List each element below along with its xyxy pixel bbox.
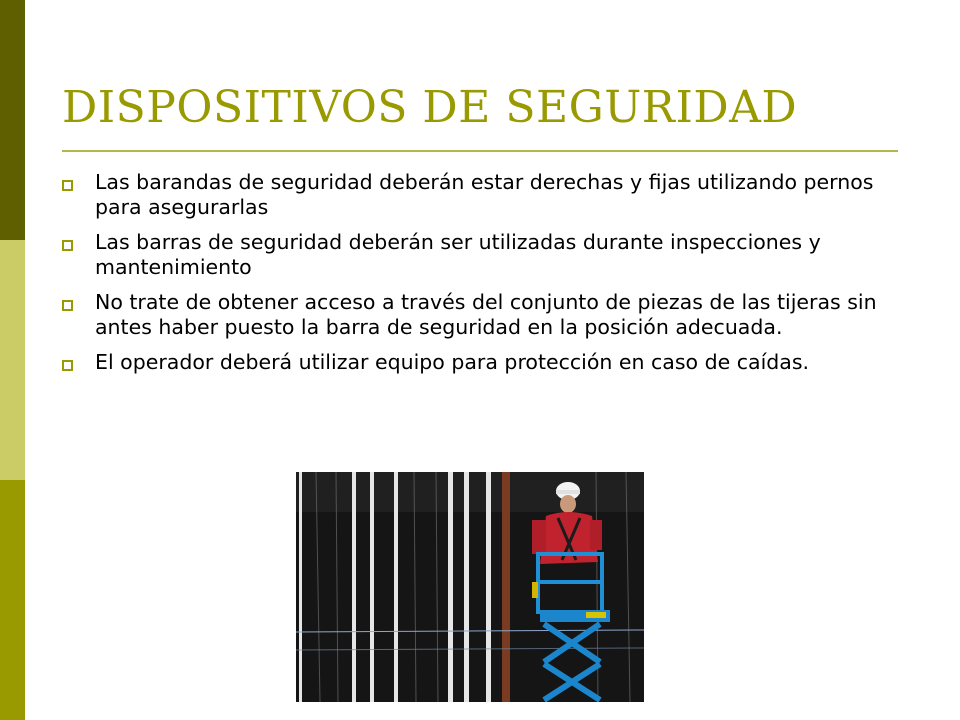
left-accent-bar — [0, 0, 25, 720]
bullet-item — [62, 170, 902, 220]
scissor-lift-illustration — [296, 472, 644, 702]
bullet-text: No trate de obtener acceso a través del conjunto de piezas de las tijeras sin antes haber puesto la barra de seguridad en la posición adecuada. — [95, 290, 877, 339]
slide-title: DISPOSITIVOS DE SEGURIDAD — [62, 82, 798, 133]
bullet-list — [62, 170, 902, 385]
square-bullet-icon — [62, 360, 73, 371]
bullet-text: Las barras de seguridad deberán ser utilizadas durante inspecciones y mantenimiento — [95, 230, 821, 279]
square-bullet-icon — [62, 180, 73, 191]
bullet-text: Las barandas de seguridad deberán estar derechas y fijas utilizando pernos para asegurarlas — [95, 170, 874, 219]
accent-segment-middle — [0, 240, 25, 480]
bullet-text: El operador deberá utilizar equipo para protección en caso de caídas. — [95, 350, 810, 374]
title-underline — [62, 150, 898, 152]
accent-segment-bottom — [0, 480, 25, 720]
square-bullet-icon — [62, 240, 73, 251]
bullet-item — [62, 350, 902, 375]
accent-segment-top — [0, 0, 25, 240]
bullet-item — [62, 230, 902, 280]
square-bullet-icon — [62, 300, 73, 311]
worker-photo — [296, 472, 644, 702]
bullet-item — [62, 290, 902, 340]
